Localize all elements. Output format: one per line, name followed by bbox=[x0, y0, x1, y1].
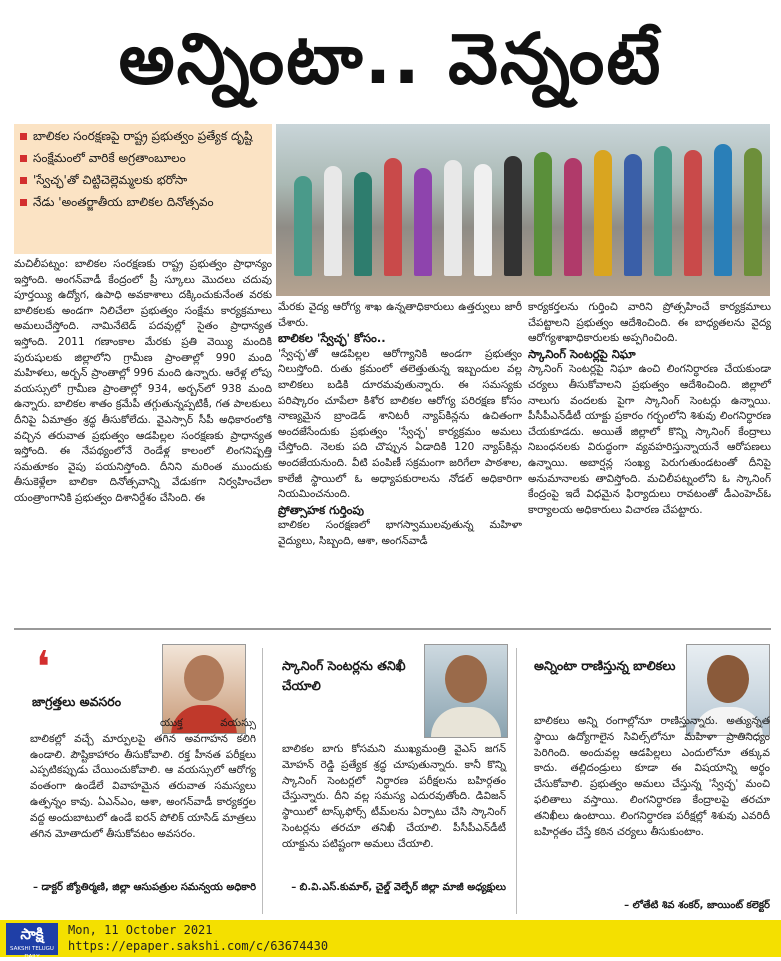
article-text: మచిలీపట్నం: బాలికల సంరక్షణకు రాష్ట్ర ప్రభుత్వం ప్రాధాన్యం ఇస్తోంది. అంగన్‌వాడీ కేంద్రంలో ప్రీ స్కూలు మొదలు చదువు పూర్తయ్యి ఉద్యోగ, ఉపాధి అవకాశాలు దక్కించుకునేంత వరకు బాలికలకు అండగా నిలిచేలా ప్రభుత్వం సంక్షేమ కార్యక్రమాలు అమలుచేస్తోంది. నామినేటెడ్ పదవుల్లో సైతం ప్రాధాన్యత ఇస్తోంది. 2011 గణాంకాల మేరకు ప్రతి వెయ్యి మందికి పురుషులకు జిల్లాలోని గ్రామీణ ప్రాంతాల్లో 990 మంది మహిళలు, అర్బన్ ప్రాంతాల్లో 996 మంది ఉన్నారు. ఆరేళ్ల లోపు వయస్సులో గ్రామీణ ప్రాంతాల్లో 934, అర్బన్‌లో 938 మంది ఉన్నారు. బాలికల శాతం క్రమేపీ తగ్గుతున్నప్పటికీ, గత పాలకులు దీనిపై ఏమాత్రం శ్రద్ధ తీసుకోలేదు. వైఎస్సార్ సీపీ అధికారంలోకి వచ్చిన తరువాత ప్రభుత్వం ఆడపిల్లల సంరక్షణకు ప్రాధాన్యత ఇస్తోంది. ఈ నేపథ్యంలోనే రెండేళ్ల కాలంలో లింగనిష్పత్తి సమతూకం వైపు పయనిస్తోంది. దీనిని మరింత ముందుకు తీసుకెళ్లేలా బాలికా దినోత్సవాన్ని వేడుకగా నిర్వహించేలా యంత్రాంగానికి ప్రభుత్వం దిశానిర్దేశం చేసింది. ఈ bbox=[14, 258, 272, 504]
figure bbox=[654, 146, 672, 276]
box-title: అన్నింటా రాణిస్తున్న బాలికలు bbox=[534, 658, 676, 673]
figure bbox=[714, 144, 732, 276]
column-divider bbox=[262, 648, 263, 914]
subheading: స్కానింగ్ సెంటర్లపై నిఘా bbox=[528, 346, 636, 361]
figure bbox=[324, 166, 342, 276]
figure bbox=[504, 156, 522, 276]
highlight-text: నేడు 'అంతర్జాతీయ బాలికల దినోత్సవం bbox=[33, 195, 214, 209]
bullet-icon bbox=[20, 177, 27, 184]
edition-date: Mon, 11 October 2021 bbox=[68, 923, 213, 937]
highlight-text: బాలికల సంరక్షణపై రాష్ట్ర ప్రభుత్వం ప్రత్యేక దృష్టి bbox=[33, 129, 253, 143]
box-title: స్కానింగ్ సెంటర్లను తనిఖీ చేయాలి bbox=[282, 658, 406, 693]
bullet-icon bbox=[20, 199, 27, 206]
quote-icon: ❛ bbox=[36, 642, 51, 693]
portrait-photo bbox=[424, 644, 508, 738]
figure bbox=[294, 176, 312, 276]
highlight-item bbox=[20, 172, 266, 188]
shoulder-shape bbox=[431, 707, 501, 738]
box-title: జాగ్రత్తలు అవసరం bbox=[32, 694, 122, 709]
box-text: బాలికల బాగు కోసమని ముఖ్యమంత్రి వైఎస్ జగన్ మోహన్ రెడ్డి ప్రత్యేక శ్రద్ధ చూపుతున్నారు. కానీ కొన్ని స్కానింగ్ సెంటర్లలో నిర్ధారణ పరీక్షలను బహిర్గతం చేస్తున్నారు. దీని వల్ల సమస్య ఎదురవుతోంది. డివిజన్ స్థాయిలో టాస్క్‌ఫోర్స్ టీమ్‌లను ఏర్పాటు చేసి స్కానింగ్ సెంటర్లను తరచూ తనిఖీ చేయాలి. పీసీపీఎన్‌డీటీ యాక్టును పటిష్టంగా అమలు చేయాలి. bbox=[282, 743, 506, 850]
highlight-item bbox=[20, 128, 266, 144]
highlight-item bbox=[20, 150, 266, 166]
face-shape bbox=[707, 655, 749, 703]
article-column-3 bbox=[528, 300, 771, 518]
figure bbox=[564, 158, 582, 276]
column-divider bbox=[516, 648, 517, 914]
article-text: బాలికల సంరక్షణలో భాగస్వాములవుతున్న మహిళా వైద్యులు, సిబ్బంది, ఆశా, అంగన్‌వాడీ bbox=[278, 519, 522, 547]
figure bbox=[744, 148, 762, 276]
signature: – లోతేటి శివ శంకర్, జాయింట్ కలెక్టర్ bbox=[624, 900, 770, 911]
figure bbox=[384, 158, 402, 276]
figure bbox=[474, 164, 492, 276]
signature: – బి.వి.ఎస్.కుమార్, చైల్డ్ వెల్ఫేర్ జిల్లా మాజీ అధ్యక్షులు bbox=[291, 882, 506, 893]
subheading: ప్రోత్సాహక గుర్తింపు bbox=[278, 502, 364, 517]
logo-subtext: SAKSHI TELUGU DAILY bbox=[10, 946, 54, 960]
highlight-text: 'స్వేచ్ఛ'తో చిట్టిచెల్లెమ్మలకు భరోసా bbox=[33, 173, 188, 187]
face-shape bbox=[184, 655, 224, 701]
highlights-box bbox=[14, 124, 272, 254]
figure bbox=[414, 168, 432, 276]
article-text: మేరకు వైద్య ఆరోగ్య శాఖ ఉన్నతాధికారులు ఉత్తర్వులు జారీ చేశారు. bbox=[278, 301, 522, 329]
sakshi-logo bbox=[6, 923, 58, 960]
article-text: స్కానింగ్ సెంటర్లపై నిఘా ఉంచి లింగనిర్ధారణ చేయకుండా చర్యలు తీసుకోవాలని ప్రభుత్వం ఆదేశించింది. జిల్లాలో నాలుగు వందలకు పైగా స్కానింగ్ సెంటర్లు ఉన్నాయి. పీసీపీఎన్‌డీటీ యాక్టు ప్రకారం గర్భంలోని శిశువు లింగనిర్ధారణ చేయకూడదు. అయితే జిల్లాలో కొన్ని స్కానింగ్ కేంద్రాలు నిబంధనలకు విరుద్ధంగా వ్యవహరిస్తున్నాయనే ఆరోపణలు ఉన్నాయి. అబార్షన్ల సంఖ్య పెరుగుతుండటంతో దీనిపై అనుమానాలకు తావిస్తోంది. మచిలీపట్నంలోని ఓ స్కానింగ్ కేంద్రంపై ఇదే విధమైన ఫిర్యాదులు రావటంతో డీఎంహెచ్‌ఓ కార్యాలయ అధికారులు విచారణ చేపట్టారు. bbox=[528, 363, 771, 516]
figure bbox=[444, 160, 462, 276]
footer-bar bbox=[0, 920, 781, 960]
article-column-1 bbox=[14, 257, 272, 507]
highlight-item bbox=[20, 194, 266, 210]
article-text: కార్యకర్తలను గుర్తించి వారిని ప్రోత్సహించే కార్యక్రమాలు చేపట్టాలని ప్రభుత్వం ఆదేశించింది. ఈ బాధ్యతలను వైద్య ఆరోగ్యశాఖాధికారులకు అప్పగించింది. bbox=[528, 301, 771, 345]
logo-text: సాక్షి bbox=[20, 925, 44, 943]
box-text: బాలికలు అన్ని రంగాల్లోనూ రాణిస్తున్నారు. అత్యున్నత స్థాయి ఉద్యోగాలైన సివిల్స్‌లోనూ మహిళా ప్రాతినిధ్యం పెరిగింది. అందువల్ల ఆడపిల్లలు ఎందులోనూ తక్కువ కాదు. తల్లిదండ్రులు కూడా ఈ విషయాన్ని అర్థం చేసుకోవాలి. ప్రభుత్వం అమలు చేస్తున్న 'స్వేచ్ఛ' మంచి ఫలితాలు వస్తాయి. లింగనిర్ధారణ కేంద్రాలపై తరచూ తనిఖీలు ఉంటాయి. లింగనిర్ధారణ పరీక్షల్లో శిశువు ఎవరిదీ బహిర్గతం చేస్తే కఠిన చర్యలు తీసుకుంటాం. bbox=[534, 715, 770, 838]
section-divider bbox=[14, 628, 771, 630]
bullet-icon bbox=[20, 155, 27, 162]
footer-info bbox=[68, 922, 328, 954]
subheading: బాలికల 'స్వేచ్ఛ' కోసం.. bbox=[278, 331, 386, 346]
bullet-icon bbox=[20, 133, 27, 140]
signature: – డాక్టర్ జ్యోతిర్మణి, జిల్లా ఆసుపత్రుల సమన్వయ అధికారి bbox=[33, 882, 256, 893]
article-text: 'స్వేచ్ఛ'తో ఆడపిల్లల ఆరోగ్యానికి అండగా ప్రభుత్వం నిలుస్తోంది. రుతు క్రమంలో తలెత్తుతున్న ఇబ్బందుల వల్ల బాలికలు బడికి దూరమవుతున్నారు. ఈ సమస్యకు పరిష్కారం చూపేలా కిశోర బాలికల ఆరోగ్య పరిరక్షణ కోసం నాణ్యమైన బ్రాండెడ్ శానిటరీ న్యాప్‌కిన్లను ఉచితంగా అందజేసేందుకు ప్రభుత్వం 'స్వేచ్ఛ' కార్యక్రమం అమలు చేస్తోంది. నెలకు పది చొప్పున ఏడాదికి 120 న్యాప్‌కిన్లు అందజేయనుంది. వీటి పంపిణీ సక్రమంగా జరిగేలా పాఠశాల, కాలేజీ స్థాయిలో ఓ అధ్యాపకురాలను నోడల్ అధికారిగా నియమించనుంది. bbox=[278, 347, 522, 501]
highlight-text: సంక్షేమంలో వారికే అగ్రతాంబూలం bbox=[33, 151, 186, 165]
epaper-link[interactable]: https://epaper.sakshi.com/c/63674430 bbox=[68, 939, 329, 953]
headline: అన్నింటా.. వెన్నంటే bbox=[118, 18, 663, 100]
figure bbox=[594, 150, 612, 276]
figure bbox=[354, 172, 372, 276]
article-column-2 bbox=[278, 300, 522, 550]
group-photo bbox=[276, 124, 770, 296]
figure bbox=[624, 154, 642, 276]
face-shape bbox=[445, 655, 487, 703]
figure bbox=[534, 152, 552, 276]
figure bbox=[684, 150, 702, 276]
box-text: యుక్త వయస్సు బాలికల్లో వచ్చే మార్పులపై తగిన అవగాహన కలిగి ఉండాలి. పౌష్టికాహారం తీసుకోవాలి. రక్త హీనత పరీక్షలు ఎప్పటికప్పుడు చేయించుకోవాలి. ఆ వయస్సులో ఆరోగ్య వంతంగా ఉండేలే వివాహమైన తరువాత సమస్యలు ఉత్పన్నం కావు. ఏఎన్‌ఎం, ఆశా, అంగన్‌వాడీ కార్యకర్తల వద్ద అందుబాటులో ఉండే ఐరన్ పోలిక్ యాసిడ్ మాత్రలు తగిన మోతాదులో తీసుకోవటం అవసరం. bbox=[30, 717, 256, 840]
